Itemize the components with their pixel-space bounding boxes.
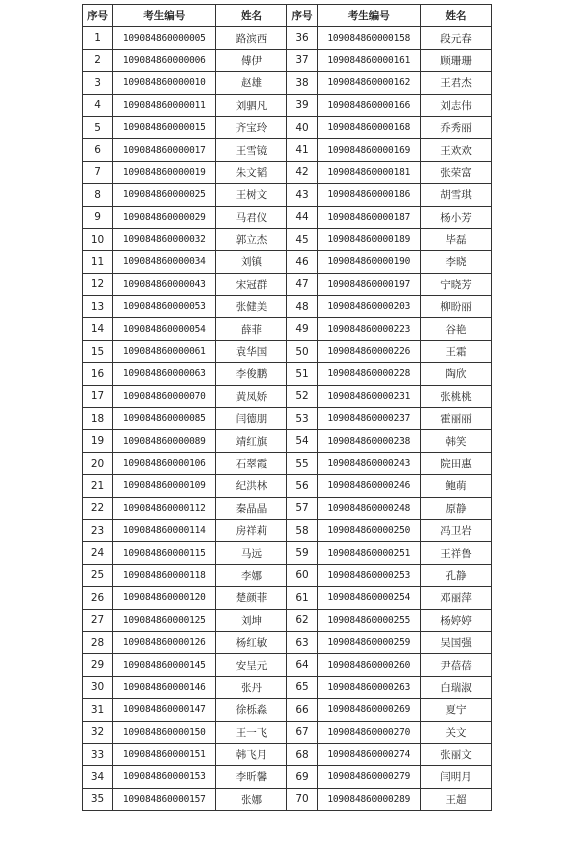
header-name-right: 姓名 <box>420 5 491 27</box>
seq-cell: 45 <box>287 228 317 250</box>
exam-id-cell: 109084860000162 <box>317 72 420 94</box>
seq-cell: 13 <box>83 296 113 318</box>
header-name-left: 姓名 <box>216 5 287 27</box>
exam-id-cell: 109084860000158 <box>317 27 420 49</box>
table-row <box>83 206 492 228</box>
exam-id-cell: 109084860000011 <box>113 94 216 116</box>
exam-id-cell: 109084860000015 <box>113 116 216 138</box>
table-body <box>83 27 492 811</box>
table-row <box>83 27 492 49</box>
exam-id-cell: 109084860000259 <box>317 631 420 653</box>
table-row <box>83 676 492 698</box>
name-cell: 房祥莉 <box>216 519 287 541</box>
seq-cell: 30 <box>83 676 113 698</box>
seq-cell: 27 <box>83 609 113 631</box>
table-row <box>83 139 492 161</box>
seq-cell: 36 <box>287 27 317 49</box>
seq-cell: 16 <box>83 363 113 385</box>
table-row <box>83 452 492 474</box>
exam-id-cell: 109084860000161 <box>317 49 420 71</box>
table-row <box>83 184 492 206</box>
table-row <box>83 49 492 71</box>
name-cell: 韩笑 <box>420 430 491 452</box>
name-cell: 刘坤 <box>216 609 287 631</box>
seq-cell: 17 <box>83 385 113 407</box>
table-row <box>83 743 492 765</box>
exam-id-cell: 109084860000125 <box>113 609 216 631</box>
exam-id-cell: 109084860000120 <box>113 587 216 609</box>
exam-id-cell: 109084860000237 <box>317 408 420 430</box>
seq-cell: 60 <box>287 564 317 586</box>
table-row <box>83 430 492 452</box>
name-cell: 韩飞月 <box>216 743 287 765</box>
seq-cell: 5 <box>83 116 113 138</box>
name-cell: 谷艳 <box>420 318 491 340</box>
exam-id-cell: 109084860000228 <box>317 363 420 385</box>
name-cell: 张健美 <box>216 296 287 318</box>
name-cell: 王欢欢 <box>420 139 491 161</box>
header-id-right: 考生编号 <box>317 5 420 27</box>
seq-cell: 8 <box>83 184 113 206</box>
seq-cell: 21 <box>83 475 113 497</box>
exam-id-cell: 109084860000114 <box>113 519 216 541</box>
name-cell: 张桃桃 <box>420 385 491 407</box>
seq-cell: 65 <box>287 676 317 698</box>
seq-cell: 3 <box>83 72 113 94</box>
name-cell: 关文 <box>420 721 491 743</box>
exam-id-cell: 109084860000253 <box>317 564 420 586</box>
exam-id-cell: 109084860000279 <box>317 766 420 788</box>
exam-id-cell: 109084860000270 <box>317 721 420 743</box>
seq-cell: 61 <box>287 587 317 609</box>
name-cell: 院田惠 <box>420 452 491 474</box>
seq-cell: 25 <box>83 564 113 586</box>
exam-id-cell: 109084860000153 <box>113 766 216 788</box>
exam-id-cell: 109084860000255 <box>317 609 420 631</box>
name-cell: 王霜 <box>420 340 491 362</box>
seq-cell: 39 <box>287 94 317 116</box>
table-row <box>83 251 492 273</box>
exam-id-cell: 109084860000054 <box>113 318 216 340</box>
name-cell: 朱文韬 <box>216 161 287 183</box>
seq-cell: 41 <box>287 139 317 161</box>
table-row <box>83 228 492 250</box>
name-cell: 王树文 <box>216 184 287 206</box>
name-cell: 吴国强 <box>420 631 491 653</box>
exam-id-cell: 109084860000063 <box>113 363 216 385</box>
seq-cell: 33 <box>83 743 113 765</box>
name-cell: 闫德朋 <box>216 408 287 430</box>
exam-id-cell: 109084860000006 <box>113 49 216 71</box>
seq-cell: 59 <box>287 542 317 564</box>
name-cell: 邓丽萍 <box>420 587 491 609</box>
seq-cell: 69 <box>287 766 317 788</box>
table-row <box>83 161 492 183</box>
exam-id-cell: 109084860000274 <box>317 743 420 765</box>
exam-id-cell: 109084860000197 <box>317 273 420 295</box>
name-cell: 陶欣 <box>420 363 491 385</box>
exam-id-cell: 109084860000248 <box>317 497 420 519</box>
seq-cell: 40 <box>287 116 317 138</box>
exam-id-cell: 109084860000043 <box>113 273 216 295</box>
name-cell: 路滨西 <box>216 27 287 49</box>
table-row <box>83 788 492 810</box>
header-seq-right: 序号 <box>287 5 317 27</box>
name-cell: 薛菲 <box>216 318 287 340</box>
header-seq-left: 序号 <box>83 5 113 27</box>
table-row <box>83 340 492 362</box>
table-row <box>83 72 492 94</box>
exam-id-cell: 109084860000017 <box>113 139 216 161</box>
name-cell: 顾珊珊 <box>420 49 491 71</box>
seq-cell: 56 <box>287 475 317 497</box>
exam-id-cell: 109084860000115 <box>113 542 216 564</box>
name-cell: 杨红敏 <box>216 631 287 653</box>
exam-id-cell: 109084860000238 <box>317 430 420 452</box>
name-cell: 尹蓓蓓 <box>420 654 491 676</box>
exam-id-cell: 109084860000246 <box>317 475 420 497</box>
table-row <box>83 609 492 631</box>
name-cell: 马远 <box>216 542 287 564</box>
name-cell: 靖红旗 <box>216 430 287 452</box>
exam-id-cell: 109084860000146 <box>113 676 216 698</box>
seq-cell: 23 <box>83 519 113 541</box>
exam-id-cell: 109084860000243 <box>317 452 420 474</box>
seq-cell: 43 <box>287 184 317 206</box>
table-row <box>83 116 492 138</box>
table-row <box>83 296 492 318</box>
exam-id-cell: 109084860000061 <box>113 340 216 362</box>
exam-id-cell: 109084860000231 <box>317 385 420 407</box>
exam-id-cell: 109084860000223 <box>317 318 420 340</box>
exam-id-cell: 109084860000126 <box>113 631 216 653</box>
seq-cell: 12 <box>83 273 113 295</box>
name-cell: 宁晓芳 <box>420 273 491 295</box>
seq-cell: 20 <box>83 452 113 474</box>
seq-cell: 18 <box>83 408 113 430</box>
name-cell: 杨婷婷 <box>420 609 491 631</box>
name-cell: 原静 <box>420 497 491 519</box>
name-cell: 胡雪琪 <box>420 184 491 206</box>
seq-cell: 64 <box>287 654 317 676</box>
exam-id-cell: 109084860000186 <box>317 184 420 206</box>
exam-id-cell: 109084860000169 <box>317 139 420 161</box>
name-cell: 王祥鲁 <box>420 542 491 564</box>
seq-cell: 52 <box>287 385 317 407</box>
table-row <box>83 766 492 788</box>
seq-cell: 38 <box>287 72 317 94</box>
name-cell: 鲍萌 <box>420 475 491 497</box>
seq-cell: 4 <box>83 94 113 116</box>
name-cell: 王超 <box>420 788 491 810</box>
exam-id-cell: 109084860000157 <box>113 788 216 810</box>
seq-cell: 2 <box>83 49 113 71</box>
seq-cell: 53 <box>287 408 317 430</box>
seq-cell: 66 <box>287 699 317 721</box>
seq-cell: 29 <box>83 654 113 676</box>
seq-cell: 34 <box>83 766 113 788</box>
name-cell: 宋冠群 <box>216 273 287 295</box>
exam-id-cell: 109084860000226 <box>317 340 420 362</box>
exam-id-cell: 109084860000181 <box>317 161 420 183</box>
seq-cell: 50 <box>287 340 317 362</box>
seq-cell: 19 <box>83 430 113 452</box>
name-cell: 秦晶晶 <box>216 497 287 519</box>
name-cell: 张娜 <box>216 788 287 810</box>
seq-cell: 24 <box>83 542 113 564</box>
exam-id-cell: 109084860000147 <box>113 699 216 721</box>
seq-cell: 44 <box>287 206 317 228</box>
seq-cell: 35 <box>83 788 113 810</box>
table-row <box>83 631 492 653</box>
name-cell: 纪洪林 <box>216 475 287 497</box>
seq-cell: 42 <box>287 161 317 183</box>
name-cell: 郭立杰 <box>216 228 287 250</box>
exam-id-cell: 109084860000109 <box>113 475 216 497</box>
name-cell: 段元春 <box>420 27 491 49</box>
exam-id-cell: 109084860000085 <box>113 408 216 430</box>
exam-id-cell: 109084860000070 <box>113 385 216 407</box>
header-id-left: 考生编号 <box>113 5 216 27</box>
name-cell: 王君杰 <box>420 72 491 94</box>
name-cell: 傅伊 <box>216 49 287 71</box>
name-cell: 冯卫岩 <box>420 519 491 541</box>
seq-cell: 28 <box>83 631 113 653</box>
exam-id-cell: 109084860000187 <box>317 206 420 228</box>
exam-id-cell: 109084860000034 <box>113 251 216 273</box>
table-row <box>83 475 492 497</box>
seq-cell: 68 <box>287 743 317 765</box>
seq-cell: 46 <box>287 251 317 273</box>
name-cell: 王雪镜 <box>216 139 287 161</box>
name-cell: 马君仪 <box>216 206 287 228</box>
name-cell: 夏宁 <box>420 699 491 721</box>
name-cell: 闫明月 <box>420 766 491 788</box>
name-cell: 李昕馨 <box>216 766 287 788</box>
table-row <box>83 542 492 564</box>
exam-id-cell: 109084860000019 <box>113 161 216 183</box>
exam-id-cell: 109084860000203 <box>317 296 420 318</box>
name-cell: 孔静 <box>420 564 491 586</box>
name-cell: 王一飞 <box>216 721 287 743</box>
name-cell: 李俊鹏 <box>216 363 287 385</box>
name-cell: 张丽文 <box>420 743 491 765</box>
seq-cell: 62 <box>287 609 317 631</box>
seq-cell: 49 <box>287 318 317 340</box>
exam-id-cell: 109084860000145 <box>113 654 216 676</box>
seq-cell: 51 <box>287 363 317 385</box>
name-cell: 赵雄 <box>216 72 287 94</box>
table-header-row <box>83 5 492 27</box>
seq-cell: 9 <box>83 206 113 228</box>
exam-id-cell: 109084860000106 <box>113 452 216 474</box>
name-cell: 楚颜菲 <box>216 587 287 609</box>
seq-cell: 26 <box>83 587 113 609</box>
seq-cell: 58 <box>287 519 317 541</box>
table-row <box>83 587 492 609</box>
name-cell: 安呈元 <box>216 654 287 676</box>
seq-cell: 15 <box>83 340 113 362</box>
table-row <box>83 721 492 743</box>
exam-id-cell: 109084860000189 <box>317 228 420 250</box>
seq-cell: 63 <box>287 631 317 653</box>
exam-id-cell: 109084860000254 <box>317 587 420 609</box>
name-cell: 刘志伟 <box>420 94 491 116</box>
exam-id-cell: 109084860000025 <box>113 184 216 206</box>
seq-cell: 67 <box>287 721 317 743</box>
name-cell: 袁华国 <box>216 340 287 362</box>
seq-cell: 22 <box>83 497 113 519</box>
exam-id-cell: 109084860000263 <box>317 676 420 698</box>
candidate-roster-table <box>82 4 492 811</box>
name-cell: 齐宝玲 <box>216 116 287 138</box>
exam-id-cell: 109084860000269 <box>317 699 420 721</box>
table-row <box>83 497 492 519</box>
name-cell: 霍丽丽 <box>420 408 491 430</box>
table-row <box>83 519 492 541</box>
table-row <box>83 363 492 385</box>
table-row <box>83 564 492 586</box>
seq-cell: 47 <box>287 273 317 295</box>
seq-cell: 57 <box>287 497 317 519</box>
exam-id-cell: 109084860000289 <box>317 788 420 810</box>
seq-cell: 7 <box>83 161 113 183</box>
name-cell: 杨小芳 <box>420 206 491 228</box>
seq-cell: 32 <box>83 721 113 743</box>
name-cell: 刘镇 <box>216 251 287 273</box>
name-cell: 黄凤娇 <box>216 385 287 407</box>
seq-cell: 10 <box>83 228 113 250</box>
exam-id-cell: 109084860000118 <box>113 564 216 586</box>
exam-id-cell: 109084860000190 <box>317 251 420 273</box>
exam-id-cell: 109084860000168 <box>317 116 420 138</box>
exam-id-cell: 109084860000053 <box>113 296 216 318</box>
exam-id-cell: 109084860000032 <box>113 228 216 250</box>
name-cell: 石翠霞 <box>216 452 287 474</box>
name-cell: 李娜 <box>216 564 287 586</box>
name-cell: 乔秀丽 <box>420 116 491 138</box>
table-row <box>83 94 492 116</box>
name-cell: 张荣富 <box>420 161 491 183</box>
seq-cell: 31 <box>83 699 113 721</box>
seq-cell: 6 <box>83 139 113 161</box>
exam-id-cell: 109084860000250 <box>317 519 420 541</box>
name-cell: 毕磊 <box>420 228 491 250</box>
name-cell: 柳盼丽 <box>420 296 491 318</box>
exam-id-cell: 109084860000166 <box>317 94 420 116</box>
exam-id-cell: 109084860000251 <box>317 542 420 564</box>
seq-cell: 70 <box>287 788 317 810</box>
exam-id-cell: 109084860000029 <box>113 206 216 228</box>
name-cell: 张丹 <box>216 676 287 698</box>
exam-id-cell: 109084860000089 <box>113 430 216 452</box>
name-cell: 李晓 <box>420 251 491 273</box>
name-cell: 刘驷凡 <box>216 94 287 116</box>
exam-id-cell: 109084860000005 <box>113 27 216 49</box>
exam-id-cell: 109084860000010 <box>113 72 216 94</box>
table-row <box>83 654 492 676</box>
table-row <box>83 699 492 721</box>
seq-cell: 14 <box>83 318 113 340</box>
table-row <box>83 273 492 295</box>
seq-cell: 37 <box>287 49 317 71</box>
table-row <box>83 408 492 430</box>
table-row <box>83 385 492 407</box>
exam-id-cell: 109084860000150 <box>113 721 216 743</box>
exam-id-cell: 109084860000112 <box>113 497 216 519</box>
name-cell: 白瑞淑 <box>420 676 491 698</box>
seq-cell: 48 <box>287 296 317 318</box>
exam-id-cell: 109084860000260 <box>317 654 420 676</box>
seq-cell: 11 <box>83 251 113 273</box>
seq-cell: 55 <box>287 452 317 474</box>
table-row <box>83 318 492 340</box>
seq-cell: 1 <box>83 27 113 49</box>
seq-cell: 54 <box>287 430 317 452</box>
name-cell: 徐栎淼 <box>216 699 287 721</box>
exam-id-cell: 109084860000151 <box>113 743 216 765</box>
